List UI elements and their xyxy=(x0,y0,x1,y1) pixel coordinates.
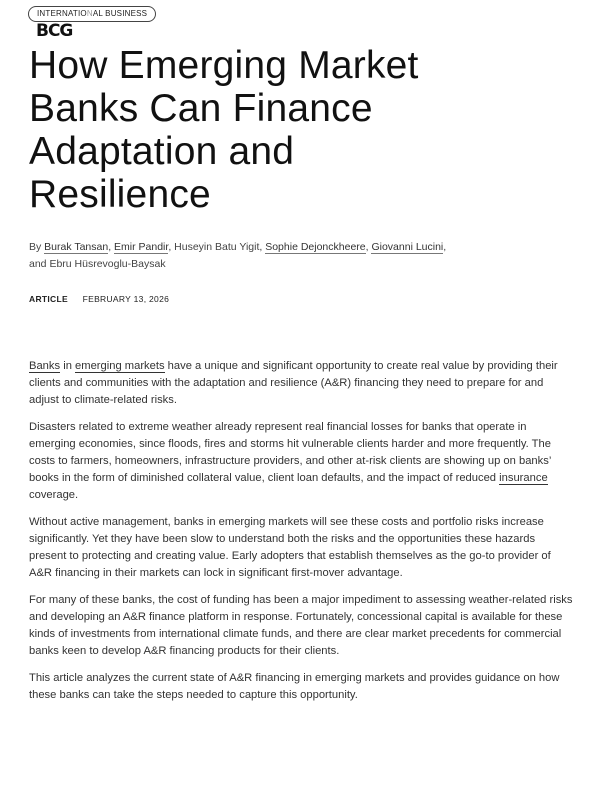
article-paragraph xyxy=(29,670,574,704)
article-paragraph xyxy=(29,358,574,409)
paragraph-text: in xyxy=(60,360,76,372)
title-line: Adaptation and xyxy=(29,130,295,173)
author-link[interactable]: Burak Tansan xyxy=(44,241,109,253)
paragraph-text: coverage. xyxy=(29,489,79,501)
byline-separator: , xyxy=(443,241,447,253)
byline-and: and xyxy=(29,258,50,270)
author-byline xyxy=(29,239,569,273)
author-link[interactable]: Emir Pandir xyxy=(114,241,169,253)
byline-separator: , xyxy=(365,241,372,253)
category-label-rest: AL BUSINESS xyxy=(92,9,148,18)
author-name: Huseyin Batu Yigit xyxy=(174,241,260,253)
title-line: How Emerging Market xyxy=(29,44,419,87)
byline-separator: , xyxy=(168,241,175,253)
article-type: ARTICLE xyxy=(29,294,68,304)
publish-date: FEBRUARY 13, 2026 xyxy=(82,294,170,304)
inline-link[interactable]: insurance xyxy=(499,472,548,484)
paragraph-text: Without active management, banks in emerging markets will see these costs and portfolio risks increase significantly. Yet they have been slow to understand both the risks and the opportunities these hazards present to protecting and creating value. Early adopters that establish themselves as the go-to provider of A&R financing in their markets can lock in significant first-mover advantage. xyxy=(29,516,551,579)
paragraph-text: This article analyzes the current state of A&R financing in emerging markets and provides guidance on how these banks can take the steps needed to capture this opportunity. xyxy=(29,672,560,701)
byline-prefix: By xyxy=(29,241,45,253)
author-link[interactable]: Giovanni Lucini xyxy=(371,241,444,253)
inline-link[interactable]: emerging markets xyxy=(75,360,165,372)
inline-link[interactable]: Banks xyxy=(29,360,61,372)
author-name: Ebru Hüsrevoglu-Baysak xyxy=(49,258,166,270)
category-tag[interactable] xyxy=(28,6,156,22)
category-label-faded: N xyxy=(86,9,93,18)
paragraph-text: Disasters related to extreme weather already represent real financial losses for banks that operate in emerging economies, since floods, fires and storms hit vulnerable clients harder and more frequently. The costs to farmers, homeowners, infrastructure providers, and other at-risk clients are showing up on banks’ books in the form of diminished collateral value, client loan defaults, and the impact of reduced xyxy=(29,421,551,484)
article-paragraph xyxy=(29,419,574,504)
title-line: Banks Can Finance xyxy=(29,87,373,130)
bcg-logo[interactable]: BCG xyxy=(36,21,73,41)
article-paragraph xyxy=(29,592,574,660)
paragraph-text: For many of these banks, the cost of funding has been a major impediment to assessing weather-related risks and developing an A&R finance platform in response. Fortunately, concessional capital is available for these kinds of investments from international climate funds, and there are clear market precedents for commercial banks keen to develop A&R financing products for their clients. xyxy=(29,594,573,657)
byline-separator: , xyxy=(108,241,115,253)
article-meta xyxy=(29,294,169,304)
page-title xyxy=(29,44,569,216)
title-line: Resilience xyxy=(29,173,211,216)
category-label: INTERNATIO xyxy=(37,9,87,18)
author-link[interactable]: Sophie Dejonckheere xyxy=(265,241,366,253)
article-body xyxy=(29,358,574,714)
byline-separator: , xyxy=(259,241,266,253)
article-paragraph xyxy=(29,514,574,582)
paragraph-text: have a unique and significant opportunity to create real value by providing their clients and communities with the adaptation and resilience (A&R) financing they need to prepare for and adjust to climate-related risks. xyxy=(29,360,558,406)
